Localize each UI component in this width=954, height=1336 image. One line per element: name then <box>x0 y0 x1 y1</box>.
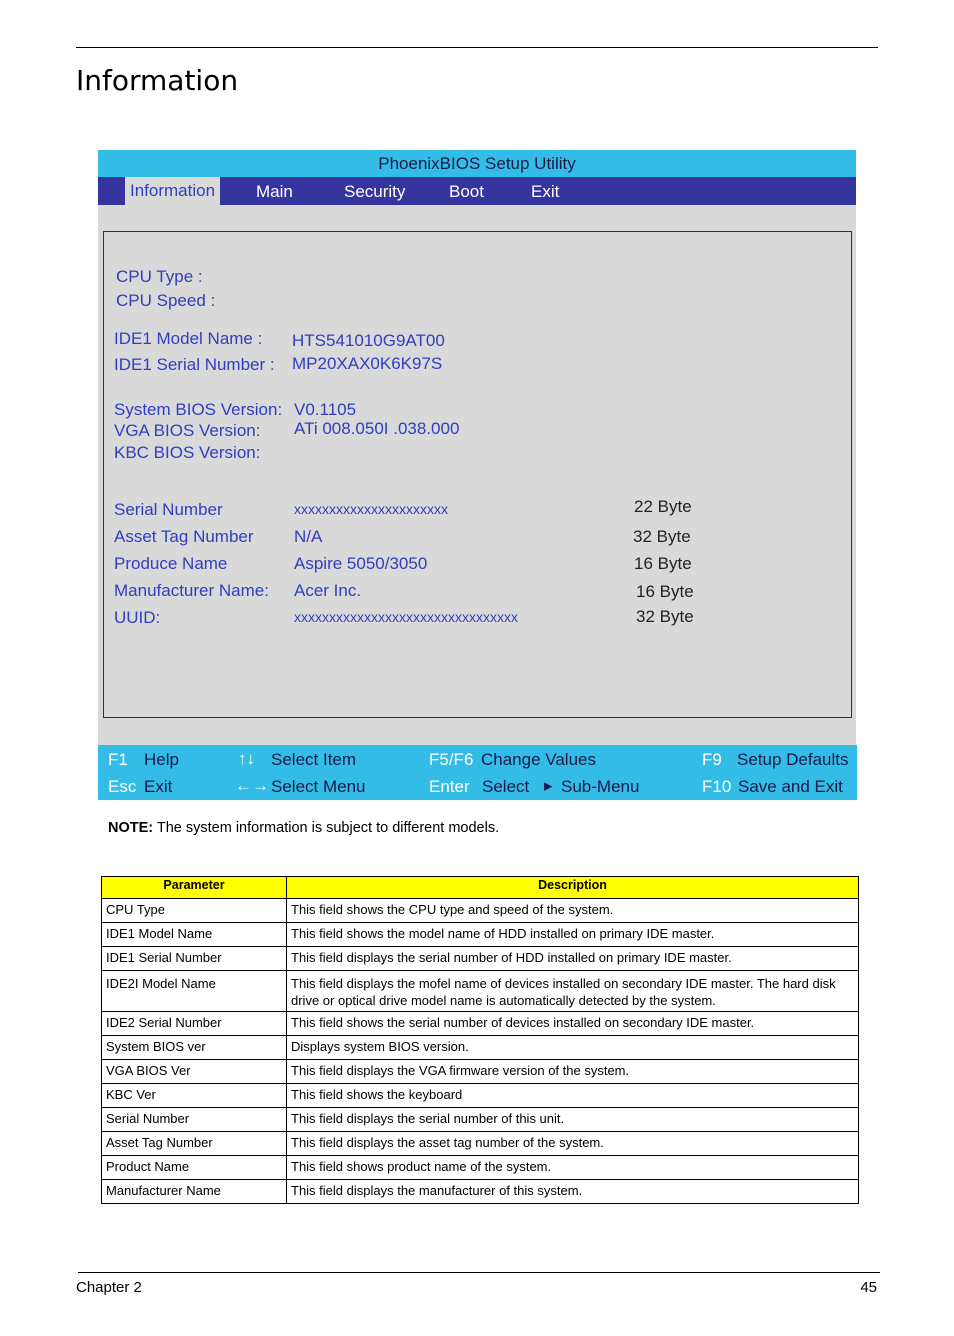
ide1-serial-value: MP20XAX0K6K97S <box>292 354 443 373</box>
table-row <box>102 1012 859 1036</box>
table-row <box>102 899 859 923</box>
manufacturer-name-value: Acer Inc. <box>294 581 362 600</box>
table-row <box>102 1036 859 1060</box>
description-cell: This field shows the CPU type and speed of the system. <box>287 899 859 923</box>
asset-tag-size: 32 Byte <box>633 527 691 546</box>
description-cell: This field shows the serial number of devices installed on secondary IDE master. <box>287 1012 859 1036</box>
description-cell: This field shows the model name of HDD installed on primary IDE master. <box>287 923 859 947</box>
bios-title: PhoenixBIOS Setup Utility <box>378 154 576 173</box>
serial-number-value: xxxxxxxxxxxxxxxxxxxxxx <box>294 501 448 517</box>
f1-key: F1 <box>108 750 128 769</box>
description-cell: This field displays the asset tag number of the system. <box>287 1132 859 1156</box>
uuid-label: UUID: <box>114 608 161 627</box>
submenu-triangle-icon: ▸ <box>544 776 553 795</box>
description-cell: This field displays the serial number of this unit. <box>287 1108 859 1132</box>
f1-desc: Help <box>144 750 179 769</box>
f5f6-desc: Change Values <box>481 750 596 769</box>
header-parameter: Parameter <box>102 877 287 899</box>
cpu-type-label: CPU Type : <box>116 267 203 286</box>
table-row <box>102 1180 859 1204</box>
description-cell: This field shows the keyboard <box>287 1084 859 1108</box>
description-cell: Displays system BIOS version. <box>287 1036 859 1060</box>
tab-boot[interactable]: Boot <box>449 182 484 201</box>
param-cell: Product Name <box>102 1156 287 1180</box>
ide1-model-label: IDE1 Model Name : <box>114 329 263 348</box>
produce-name-size: 16 Byte <box>634 554 692 573</box>
vga-bios-value: ATi 008.050I .038.000 <box>294 419 460 438</box>
serial-number-label: Serial Number <box>114 500 223 519</box>
table-row <box>102 1108 859 1132</box>
system-bios-value: V0.1105 <box>294 400 357 419</box>
serial-number-size: 22 Byte <box>634 497 692 516</box>
footer-page-number: 45 <box>860 1279 877 1296</box>
param-cell: Serial Number <box>102 1108 287 1132</box>
uuid-size: 32 Byte <box>636 607 694 626</box>
enter-key: Enter <box>429 777 470 796</box>
cpu-speed-label: CPU Speed : <box>116 291 216 310</box>
table-row <box>102 1132 859 1156</box>
f9-key: F9 <box>702 750 722 769</box>
tab-exit[interactable]: Exit <box>531 182 560 201</box>
table-row <box>102 971 859 1012</box>
table-header-row <box>102 877 859 899</box>
bottom-rule <box>78 1272 880 1273</box>
left-right-arrows-icon: ←→ <box>235 776 269 795</box>
f10-key: F10 <box>702 777 732 796</box>
uuid-value: xxxxxxxxxxxxxxxxxxxxxxxxxxxxxxxx <box>294 609 518 625</box>
manufacturer-name-label: Manufacturer Name: <box>114 581 269 600</box>
submenu-desc: Sub-Menu <box>561 777 640 796</box>
param-cell: CPU Type <box>102 899 287 923</box>
kbc-bios-label: KBC BIOS Version: <box>114 443 261 462</box>
section-title: Information <box>76 64 239 97</box>
asset-tag-label: Asset Tag Number <box>114 527 254 546</box>
param-cell: IDE1 Serial Number <box>102 947 287 971</box>
top-rule <box>76 47 878 48</box>
tab-information[interactable]: Information <box>125 177 220 205</box>
note <box>108 820 499 836</box>
bios-frame <box>103 231 852 718</box>
parameter-table <box>101 876 859 1204</box>
asset-tag-value: N/A <box>294 527 323 546</box>
description-cell: This field displays the serial number of HDD installed on primary IDE master. <box>287 947 859 971</box>
param-cell: IDE1 Model Name <box>102 923 287 947</box>
table-row <box>102 1084 859 1108</box>
description-cell: This field shows product name of the system. <box>287 1156 859 1180</box>
tab-main[interactable]: Main <box>256 182 293 201</box>
ide1-serial-label: IDE1 Serial Number : <box>114 355 275 374</box>
table-row <box>102 1156 859 1180</box>
param-cell: Manufacturer Name <box>102 1180 287 1204</box>
esc-key: Esc <box>108 777 137 796</box>
header-description: Description <box>287 877 859 899</box>
produce-name-value: Aspire 5050/3050 <box>294 554 428 573</box>
description-cell: This field displays the manufacturer of this system. <box>287 1180 859 1204</box>
system-bios-label: System BIOS Version: <box>114 400 283 419</box>
param-cell: IDE2 Serial Number <box>102 1012 287 1036</box>
footer-chapter: Chapter 2 <box>76 1279 142 1296</box>
up-down-arrows-icon: ↑↓ <box>238 749 255 768</box>
bios-key-legend <box>98 745 857 800</box>
param-cell: System BIOS ver <box>102 1036 287 1060</box>
description-cell: This field displays the mofel name of devices installed on secondary IDE master. The hard disk drive or optical drive model name is automatically detected by the system. <box>287 971 859 1012</box>
updown-desc: Select Item <box>271 750 357 769</box>
param-cell: IDE2I Model Name <box>102 971 287 1012</box>
table-row <box>102 1060 859 1084</box>
f9-desc: Setup Defaults <box>737 750 849 769</box>
table-row <box>102 923 859 947</box>
note-label: NOTE: <box>108 820 154 836</box>
enter-desc: Select <box>482 777 530 796</box>
param-cell: VGA BIOS Ver <box>102 1060 287 1084</box>
esc-desc: Exit <box>144 777 173 796</box>
note-text: The system information is subject to different models. <box>153 820 500 836</box>
manufacturer-name-size: 16 Byte <box>636 582 694 601</box>
param-cell: Asset Tag Number <box>102 1132 287 1156</box>
f10-desc: Save and Exit <box>738 777 843 796</box>
bios-menu-bar <box>98 177 856 205</box>
tab-security[interactable]: Security <box>344 182 406 201</box>
vga-bios-label: VGA BIOS Version: <box>114 421 261 440</box>
table-row <box>102 947 859 971</box>
leftright-desc: Select Menu <box>271 777 366 796</box>
f5f6-key: F5/F6 <box>429 750 474 769</box>
param-cell: KBC Ver <box>102 1084 287 1108</box>
produce-name-label: Produce Name <box>114 554 228 573</box>
bios-title-bar <box>98 150 856 177</box>
ide1-model-value: HTS541010G9AT00 <box>292 331 445 350</box>
description-cell: This field displays the VGA firmware version of the system. <box>287 1060 859 1084</box>
